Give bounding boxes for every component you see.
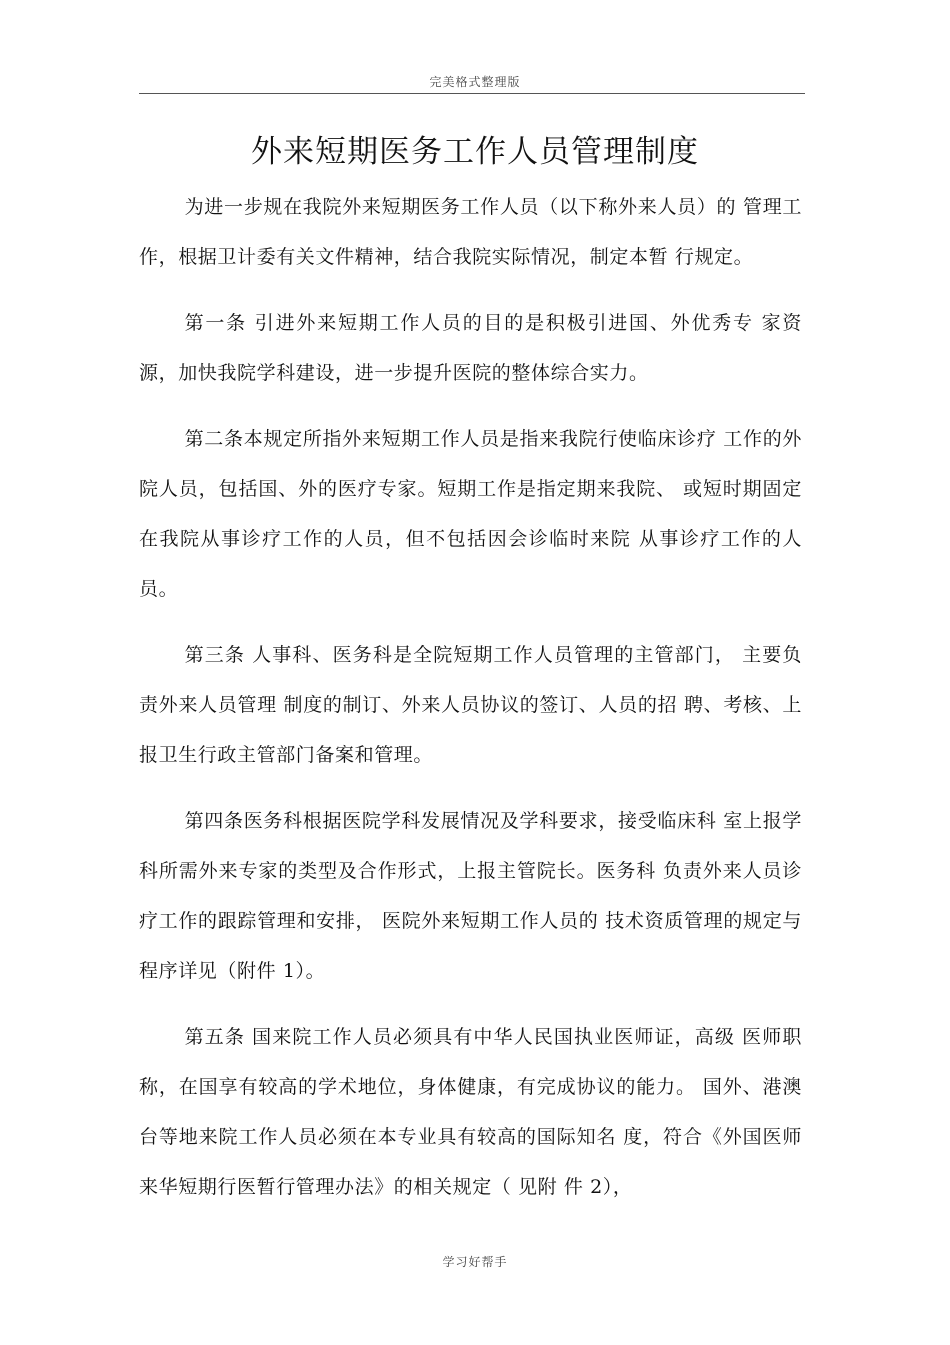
paragraph-article-2: 第二条本规定所指外来短期工作人员是指来我院行使临床诊疗 工作的外院人员，包括国、外的医疗专家。短期工作是指定期来我院、 或短时期固定在我院从事诊疗工作的人员，但不包括因会诊临时来院 从事诊疗工作的人员。	[139, 428, 802, 600]
document-title: 外来短期医务工作人员管理制度	[251, 134, 699, 170]
paragraph-article-1: 第一条 引进外来短期工作人员的目的是积极引进国、外优秀专 家资源，加快我院学科建设，进一步提升医院的整体综合实力。	[139, 312, 802, 384]
paragraph-intro: 为进一步规在我院外来短期医务工作人员（以下称外来人员）的 管理工作，根据卫计委有关文件精神，结合我院实际情况，制定本暂 行规定。	[139, 196, 802, 268]
paragraph-article-4: 第四条医务科根据医院学科发展情况及学科要求，接受临床科 室上报学科所需外来专家的类型及合作形式，上报主管院长。医务科 负责外来人员诊疗工作的跟踪管理和安排， 医院外来短期工作人员的 技术资质管理的规定与程序详见（附件 1）。	[139, 810, 802, 982]
paragraph-article-5: 第五条 国来院工作人员必须具有中华人民国执业医师证，高级 医师职称，在国享有较高的学术地位，身体健康，有完成协议的能力。 国外、港澳台等地来院工作人员必须在本专业具有较高的国际知名 度，符合《外国医师来华短期行医暂行管理办法》的相关规定（ 见附 件 2），	[139, 1026, 802, 1198]
paragraph-article-3: 第三条 人事科、医务科是全院短期工作人员管理的主管部门， 主要负责外来人员管理 制度的制订、外来人员协议的签订、人员的招 聘、考核、上报卫生行政主管部门备案和管理。	[139, 644, 802, 766]
page-footer: 学习好帮手	[442, 1255, 508, 1269]
document-body	[139, 182, 802, 1228]
page-header: 完美格式整理版	[429, 75, 521, 89]
header-divider	[139, 93, 805, 94]
